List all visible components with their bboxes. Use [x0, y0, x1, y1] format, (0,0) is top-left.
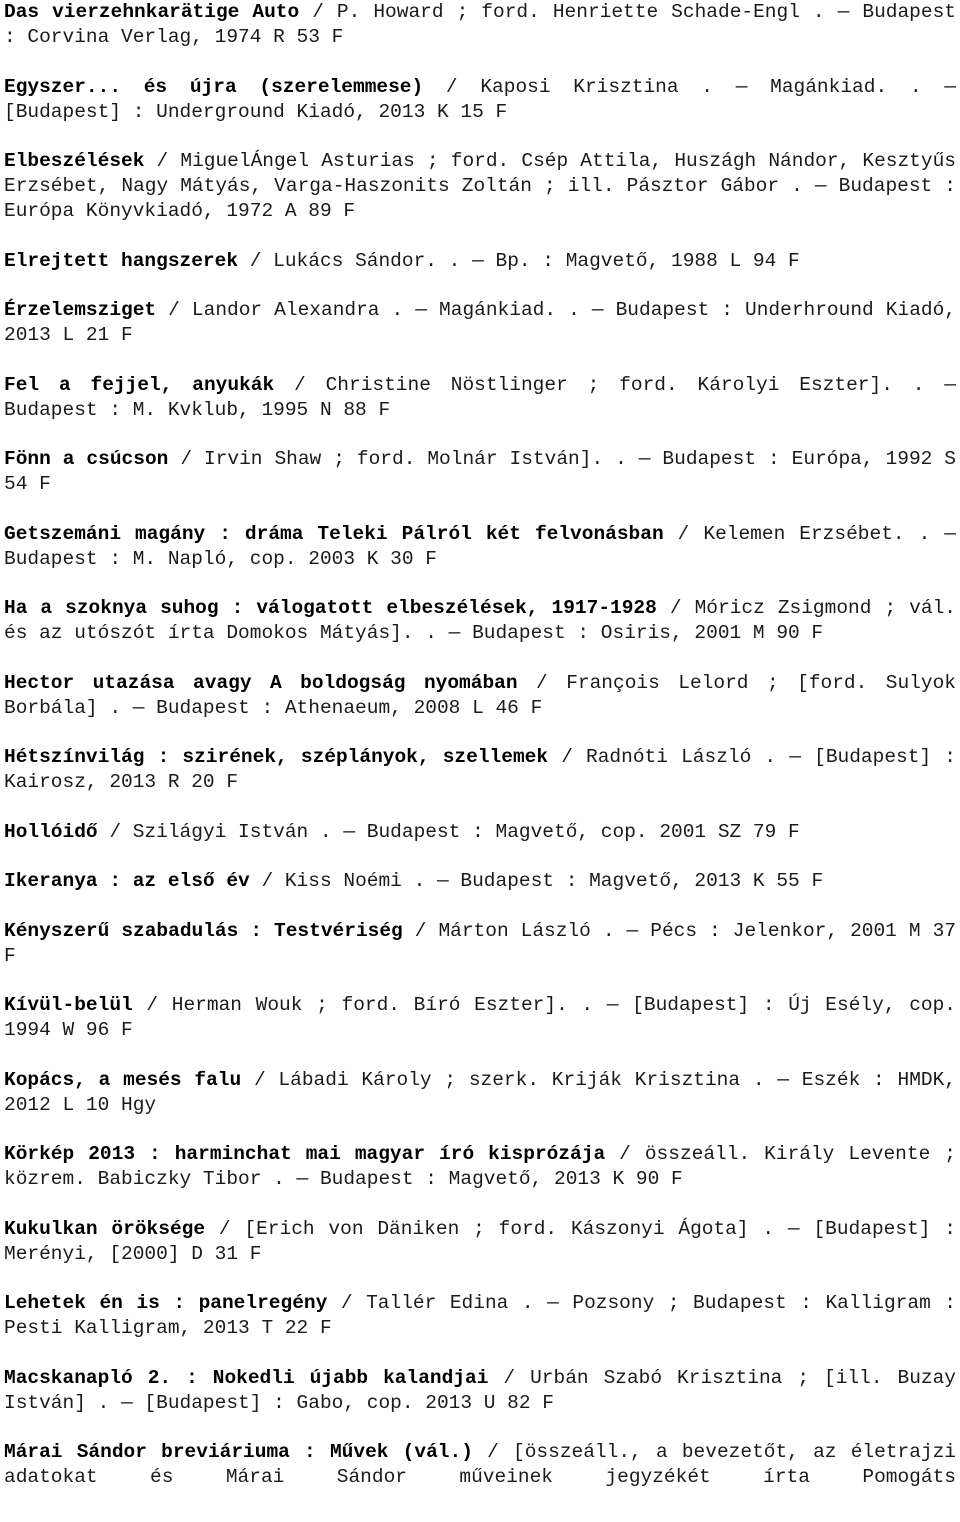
book-title: Kényszerű szabadulás : Testvériség — [4, 919, 403, 942]
book-entry — [4, 1440, 956, 1490]
book-details: / Kiss Noémi . — Budapest : Magvető, 2013 K 55 F — [249, 870, 824, 892]
book-entry — [4, 1217, 956, 1267]
book-title: Hollóidő — [4, 820, 98, 843]
book-details: / Lábadi Károly ; szerk. Kriják Krisztina . — Eszék : HMDK, 2012 L 10 Hgy — [4, 1068, 956, 1116]
book-title: Kukulkan öröksége — [4, 1217, 206, 1240]
book-entry — [4, 75, 956, 125]
book-title: Elbeszélések — [4, 150, 145, 172]
book-details: / P. Howard ; ford. Henriette Schade-Engl . — Budapest : Corvina Verlag, 1974 R 53 F — [4, 1, 956, 48]
book-entry — [4, 522, 956, 572]
book-details: / Kaposi Krisztina . — Magánkiad. . — [Budapest] : Underground Kiadó, 2013 K 15 F — [4, 75, 956, 123]
book-entry — [4, 671, 956, 721]
book-title: Körkép 2013 : harminchat mai magyar író kisprózája — [4, 1143, 606, 1165]
book-entry — [4, 149, 956, 224]
book-entry — [4, 249, 956, 274]
book-entry — [4, 745, 956, 795]
book-details: / Herman Wouk ; ford. Bíró Eszter]. . — [Budapest] : Új Esély, cop. 1994 W 96 F — [4, 994, 956, 1041]
book-title: Ha a szoknya suhog : válogatott elbeszélések, 1917-1928 — [4, 597, 657, 619]
book-entry — [4, 869, 956, 894]
book-details: / [Erich von Däniken ; ford. Kászonyi Ágota] . — [Budapest] : Merényi, [2000] D 31 F — [4, 1217, 956, 1265]
book-title: Fönn a csúcson — [4, 448, 169, 470]
book-entry — [4, 298, 956, 348]
book-details: / François Lelord ; [ford. Sulyok Borbála] . — Budapest : Athenaeum, 2008 L 46 F — [4, 671, 956, 719]
book-title: Fel a fejjel, anyukák — [4, 373, 275, 396]
book-details: / Tallér Edina . — Pozsony ; Budapest : Kalligram : Pesti Kalligram, 2013 T 22 F — [4, 1292, 957, 1339]
book-details: / Irvin Shaw ; ford. Molnár István]. . — Budapest : Európa, 1992 S 54 F — [4, 448, 957, 495]
book-entry — [4, 820, 956, 845]
book-entry — [4, 1366, 956, 1416]
book-title: Ikeranya : az első év — [4, 870, 250, 892]
book-entry — [4, 0, 956, 50]
book-details: / Christine Nöstlinger ; ford. Károlyi Eszter]. . — Budapest : M. Kvklub, 1995 N 88 F — [4, 373, 956, 421]
book-entry — [4, 1142, 956, 1192]
book-title: Getszemáni magány : dráma Teleki Pálról két felvonásban — [4, 522, 664, 545]
book-details: / [összeáll., a bevezetőt, az életrajzi adatokat és Márai Sándor műveinek jegyzékét írta Pomogáts — [4, 1441, 957, 1488]
book-details: / összeáll. Király Levente ; közrem. Babiczky Tibor . — Budapest : Magvető, 2013 K 90 F — [4, 1143, 956, 1190]
book-title: Lehetek én is : panelregény — [4, 1292, 328, 1314]
book-details: / Urbán Szabó Krisztina ; [ill. Buzay István] . — [Budapest] : Gabo, cop. 2013 U 82 F — [4, 1366, 956, 1414]
book-entry — [4, 1291, 956, 1341]
book-title: Hétszínvilág : szirének, széplányok, szellemek — [4, 746, 549, 768]
book-details: / Radnóti László . — [Budapest] : Kairosz, 2013 R 20 F — [4, 746, 956, 793]
book-entry — [4, 447, 956, 497]
book-title: Kívül-belül — [4, 994, 133, 1016]
book-list — [4, 0, 956, 1490]
book-details: / Móricz Zsigmond ; vál. és az utószót írta Domokos Mátyás]. . — Budapest : Osiris, 2001 M 90 F — [4, 597, 956, 644]
book-details: / Szilágyi István . — Budapest : Magvető, cop. 2001 SZ 79 F — [97, 820, 800, 843]
book-entry — [4, 373, 956, 423]
book-entry — [4, 1068, 956, 1118]
book-title: Hector utazása avagy A boldogság nyomában — [4, 671, 518, 694]
book-title: Kopács, a mesés falu — [4, 1068, 242, 1091]
book-title: Érzelemsziget — [4, 299, 157, 321]
book-details: / Márton László . — Pécs : Jelenkor, 2001 M 37 F — [4, 919, 956, 967]
book-details: / Lukács Sándor. . — Bp. : Magvető, 1988 L 94 F — [238, 249, 800, 272]
book-entry — [4, 596, 956, 646]
book-title: Márai Sándor breviáriuma : Művek (vál.) — [4, 1441, 473, 1463]
book-details: / Kelemen Erzsébet. . — Budapest : M. Napló, cop. 2003 K 30 F — [4, 522, 956, 570]
book-details: / Landor Alexandra . — Magánkiad. . — Budapest : Underhround Kiadó, 2013 L 21 F — [4, 299, 956, 346]
book-title: Egyszer... és újra (szerelemmese) — [4, 75, 424, 98]
book-entry — [4, 993, 956, 1043]
book-title: Das vierzehnkarätige Auto — [4, 1, 300, 23]
book-entry — [4, 919, 956, 969]
book-title: Macskanapló 2. : Nokedli újabb kalandjai — [4, 1366, 489, 1389]
book-details: / MiguelÁngel Asturias ; ford. Csép Attila, Huszágh Nándor, Kesztyűs Erzsébet, Nagy Mátyás, Varga-Haszonits Zoltán ; ill. Pásztor Gábor . — Budapest : Európa Könyvkiadó, 1972 A 89 F — [4, 150, 956, 222]
book-title: Elrejtett hangszerek — [4, 249, 239, 272]
